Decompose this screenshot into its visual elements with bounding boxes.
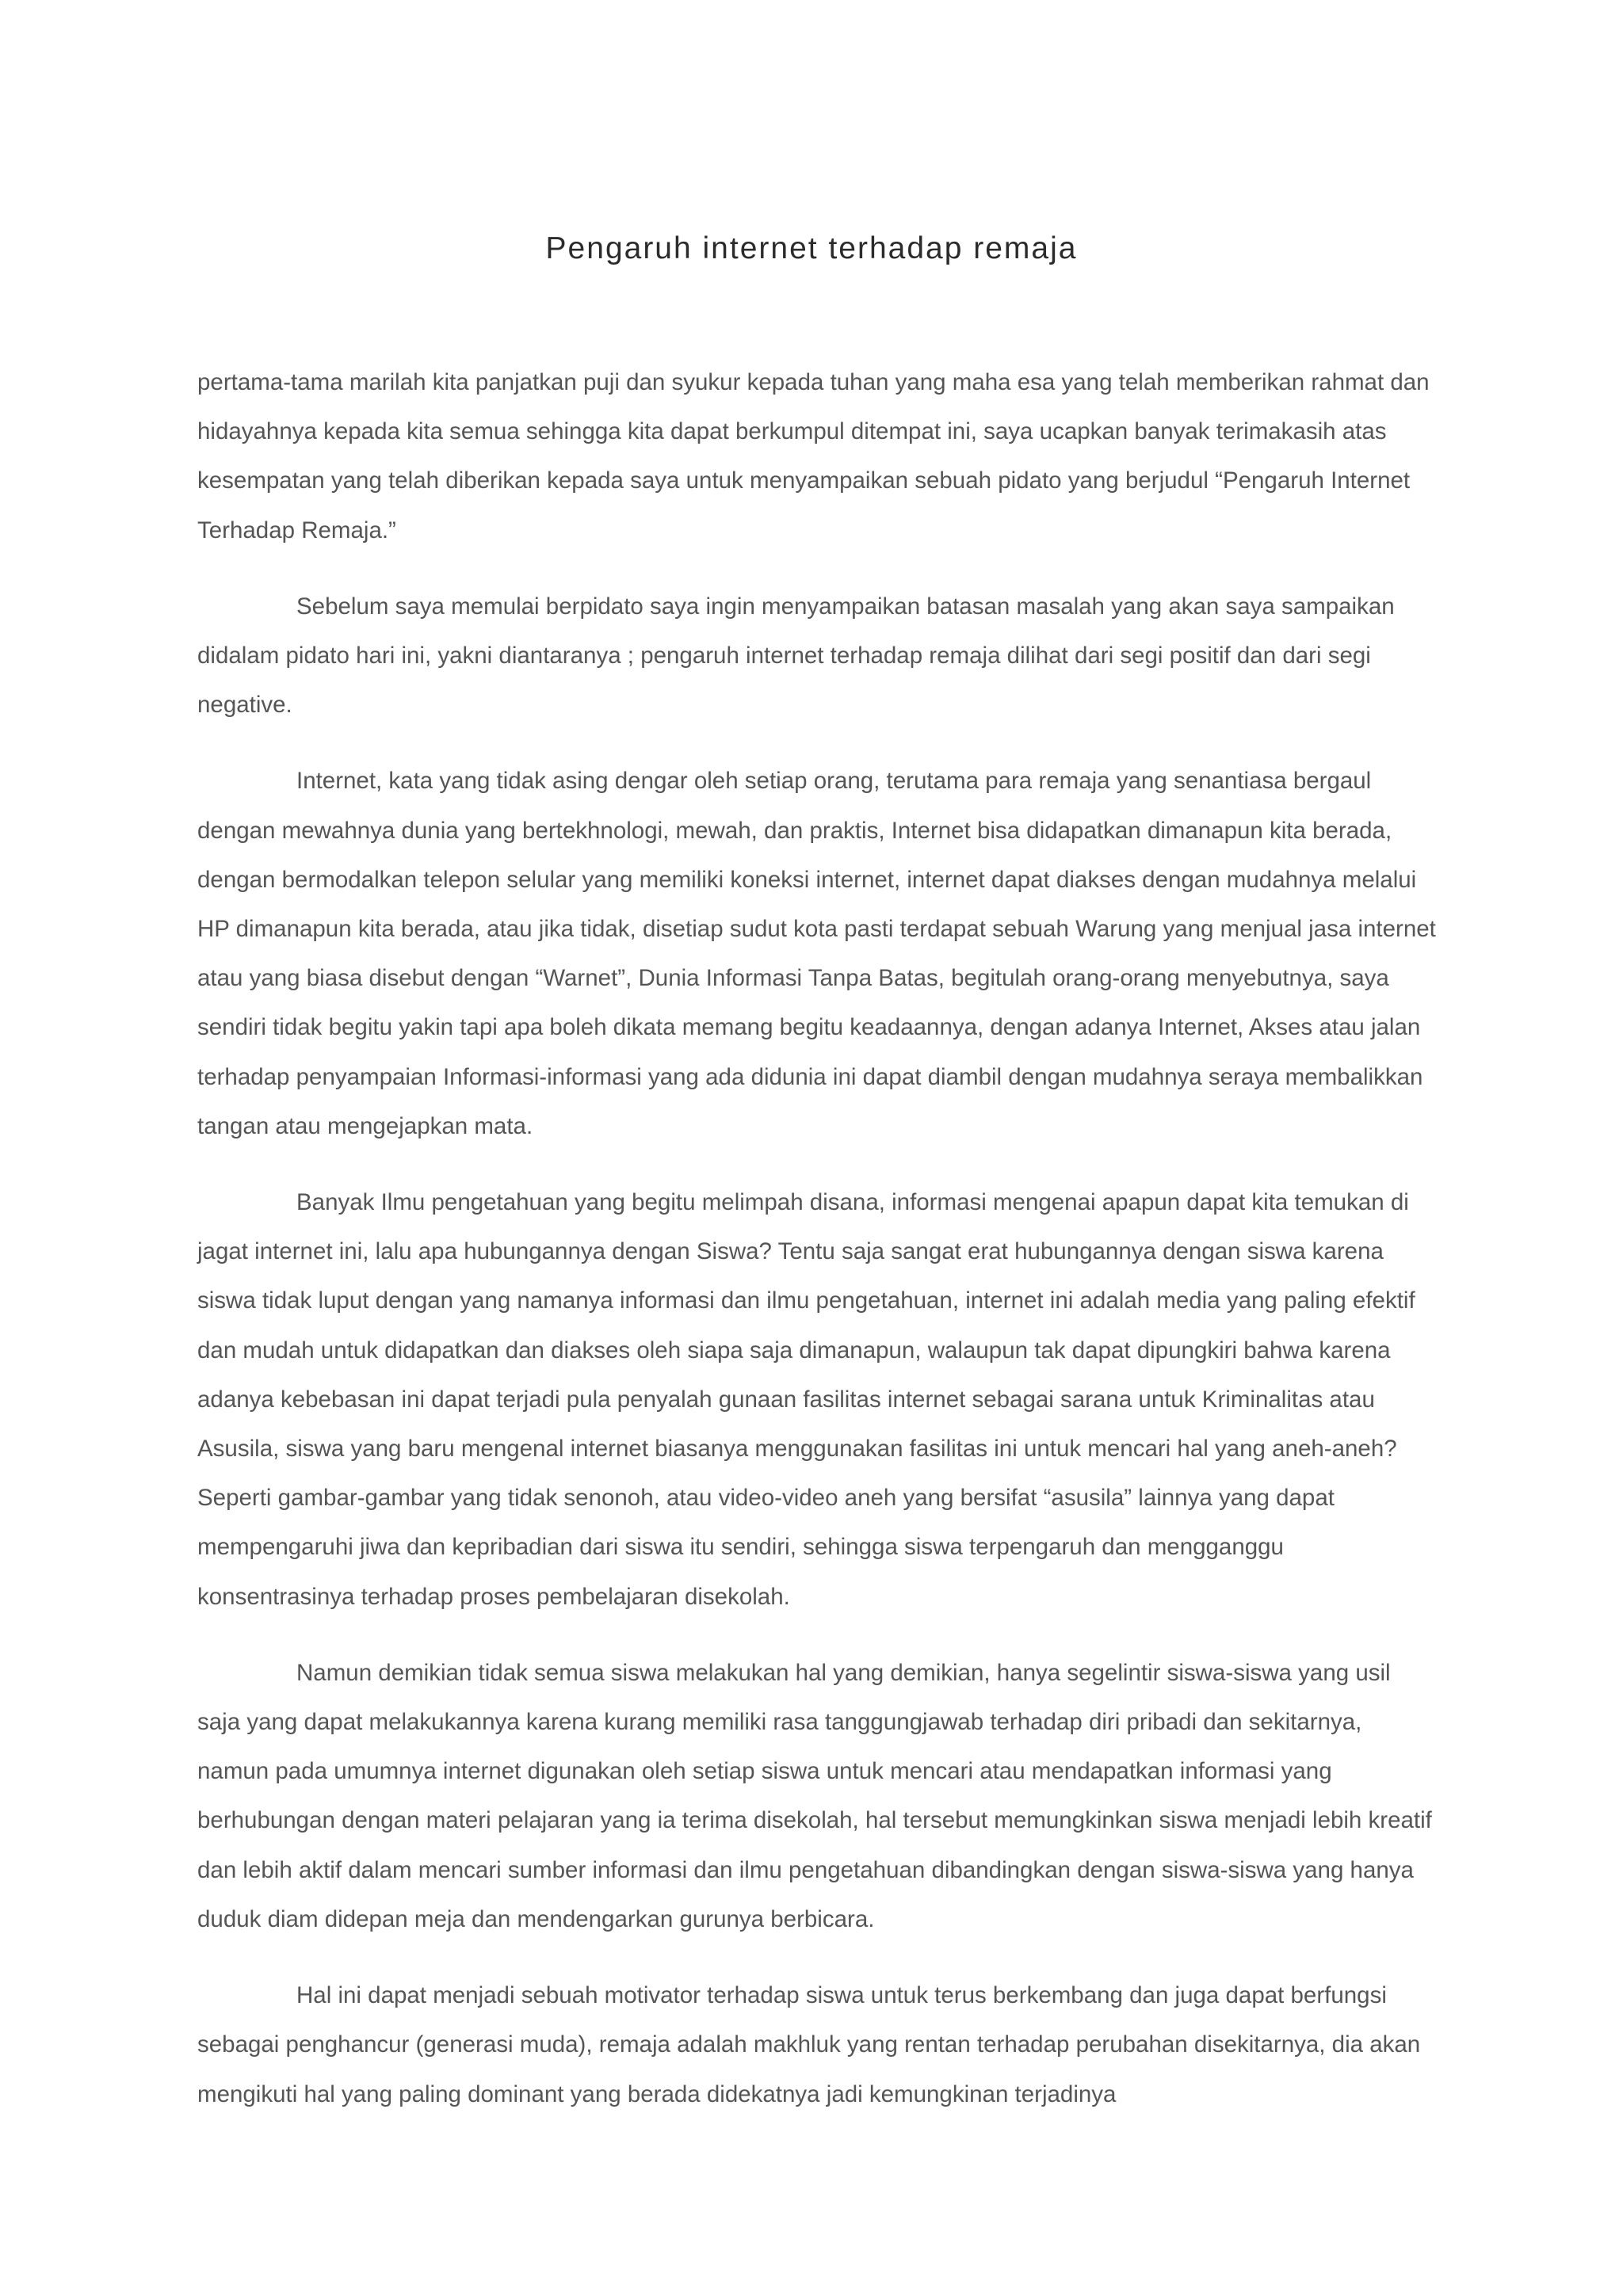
paragraph-knowledge: Banyak Ilmu pengetahuan yang begitu melimpah disana, informasi mengenai apapun dapat kita temukan di jagat internet ini, lalu apa hubungannya dengan Siswa? Tentu saja sangat erat hubungannya dengan siswa karena siswa tidak luput dengan yang namanya informasi dan ilmu pengetahuan, internet ini adalah media yang paling efektif dan mudah untuk didapatkan dan diakses oleh siapa saja dimanapun, walaupun tak dapat dipungkiri bahwa karena adanya kebebasan ini dapat terjadi pula penyalah gunaan fasilitas internet sebagai sarana untuk Kriminalitas atau Asusila, siswa yang baru mengenal internet biasanya menggunakan fasilitas ini untuk mencari hal yang aneh-aneh? Seperti gambar-gambar yang tidak senonoh, atau video-video aneh yang bersifat “asusila” lainnya yang dapat mempengaruhi jiwa dan kepribadian dari siswa itu sendiri, sehingga siswa terpengaruh dan mengganggu konsentrasinya terhadap proses pembelajaran disekolah. bbox=[197, 1189, 1415, 1610]
document-title: Pengaruh internet terhadap remaja bbox=[545, 231, 1078, 265]
paragraph-opening: pertama-tama marilah kita panjatkan puji dan syukur kepada tuhan yang maha esa yang telah memberikan rahmat dan hidayahnya kepada kita semua sehingga kita dapat berkumpul ditempat ini, saya ucapkan banyak terimakasih atas kesempatan yang telah diberikan kepada saya untuk menyampaikan sebuah pidato yang berjudul “Pengaruh Internet Terhadap Remaja.” bbox=[197, 369, 1430, 543]
paragraph-motivator: Hal ini dapat menjadi sebuah motivator terhadap siswa untuk terus berkembang dan juga dapat berfungsi sebagai penghancur (generasi muda), remaja adalah makhluk yang rentan terhadap perubahan disekitarnya, dia akan mengikuti hal yang paling dominant yang berada didekatnya jadi kemungkinan terjadinya bbox=[197, 1982, 1421, 2107]
paragraph-scope: Sebelum saya memulai berpidato saya ingin menyampaikan batasan masalah yang akan saya sampaikan didalam pidato hari ini, yakni diantaranya ; pengaruh internet terhadap remaja dilihat dari segi positif dan dari segi negative. bbox=[197, 593, 1395, 719]
paragraph-positive-use: Namun demikian tidak semua siswa melakukan hal yang demikian, hanya segelintir siswa-siswa yang usil saja yang dapat melakukannya karena kurang memiliki rasa tanggungjawab terhadap diri pribadi dan sekitarnya, namun pada umumnya internet digunakan oleh setiap siswa untuk mencari atau mendapatkan informasi yang berhubungan dengan materi pelajaran yang ia terima disekolah, hal tersebut memungkinkan siswa menjadi lebih kreatif dan lebih aktif dalam mencari sumber informasi dan ilmu pengetahuan dibandingkan dengan siswa-siswa yang hanya duduk diam didepan meja dan mendengarkan gurunya berbicara. bbox=[197, 1659, 1432, 1932]
paragraph-internet-intro: Internet, kata yang tidak asing dengar oleh setiap orang, terutama para remaja yang senantiasa bergaul dengan mewahnya dunia yang bertekhnologi, mewah, dan praktis, Internet bisa didapatkan dimanapun kita berada, dengan bermodalkan telepon selular yang memiliki koneksi internet, internet dapat diakses dengan mudahnya melalui HP dimanapun kita berada, atau jika tidak, disetiap sudut kota pasti terdapat sebuah Warung yang menjual jasa internet atau yang biasa disebut dengan “Warnet”, Dunia Informasi Tanpa Batas, begitulah orang-orang menyebutnya, saya sendiri tidak begitu yakin tapi apa boleh dikata memang begitu keadaannya, dengan adanya Internet, Akses atau jalan terhadap penyampaian Informasi-informasi yang ada didunia ini dapat diambil dengan mudahnya seraya membalikkan tangan atau mengejapkan mata. bbox=[197, 768, 1436, 1139]
document-body bbox=[197, 358, 1438, 2146]
